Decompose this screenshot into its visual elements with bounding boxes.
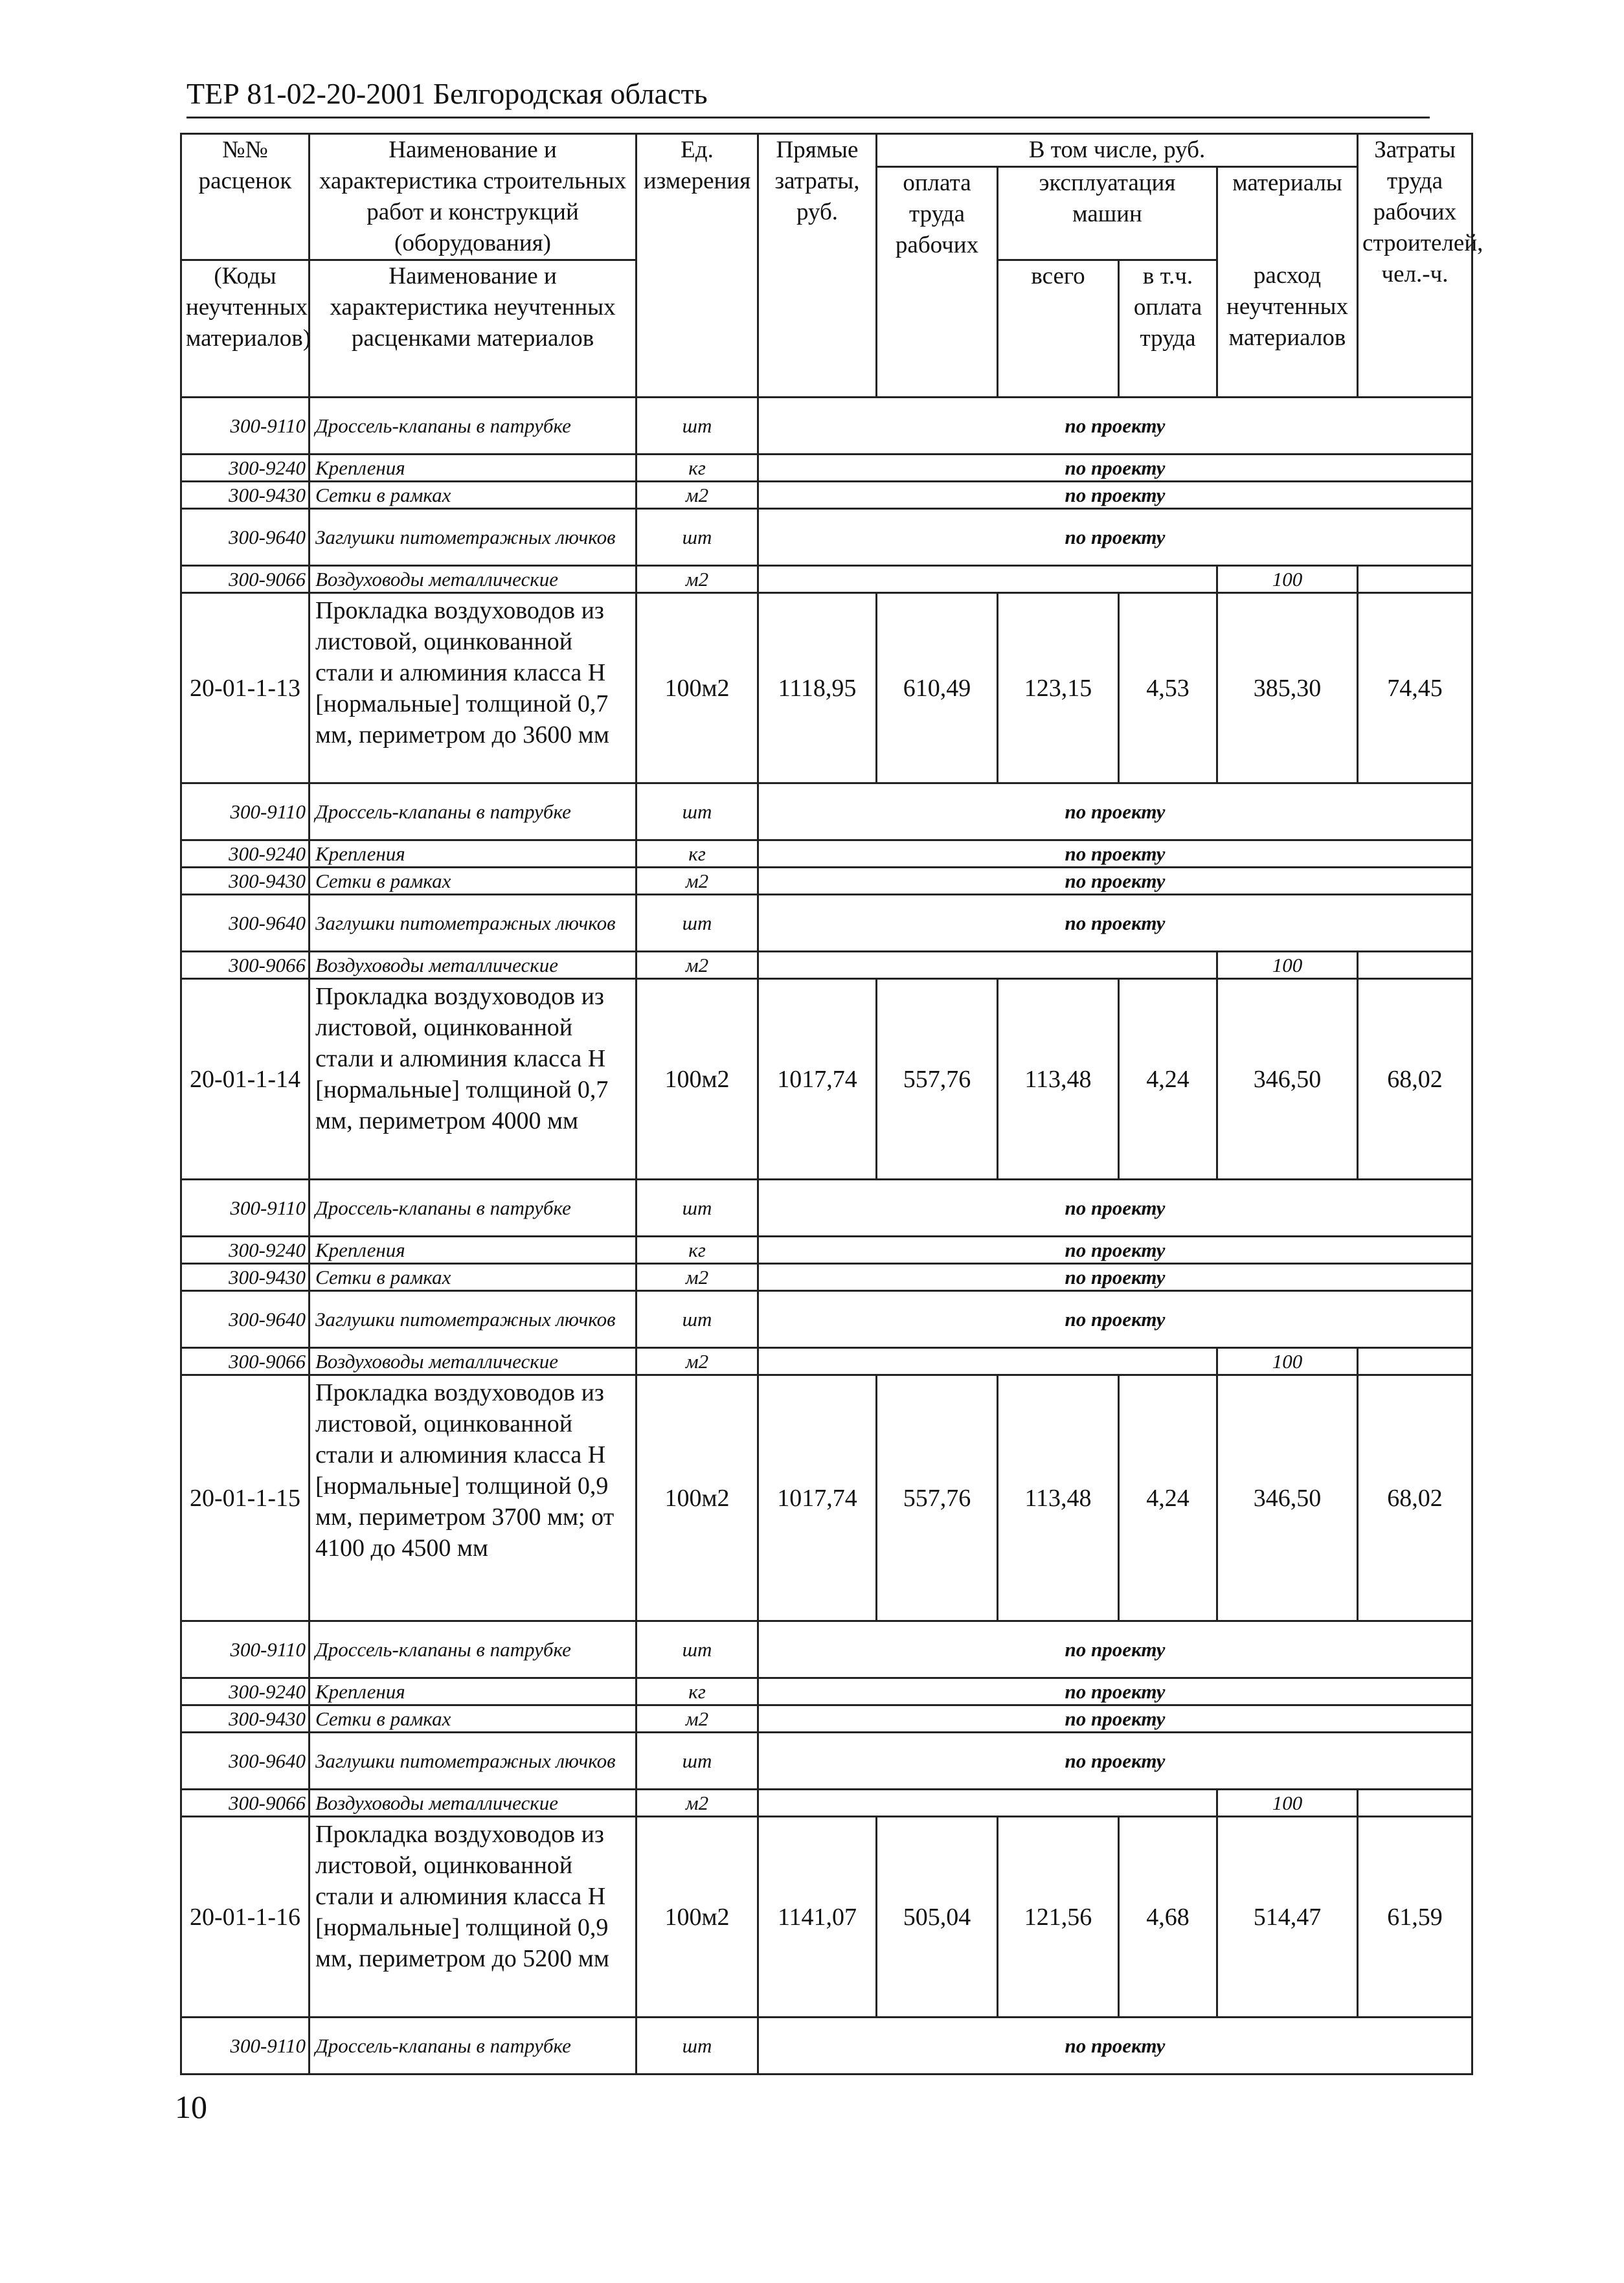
material-unit: кг	[637, 1237, 758, 1264]
main-direct: 1141,07	[758, 1817, 877, 2018]
material-name: Дроссель-клапаны в патрубке	[310, 1621, 637, 1678]
col-code-bottom: (Коды неучтенных материалов)	[181, 260, 310, 398]
main-code: 20-01-1-14	[181, 979, 310, 1180]
main-labor-pay: 505,04	[877, 1817, 998, 2018]
main-labor-cost: 68,02	[1358, 979, 1472, 1180]
material-unit: шт	[637, 1291, 758, 1348]
main-labor-pay: 610,49	[877, 593, 998, 783]
material-code: 300-9430	[181, 482, 310, 509]
material-row	[181, 509, 1472, 566]
material-name: Воздуховоды металлические	[310, 566, 637, 593]
material-code: 300-9110	[181, 1180, 310, 1237]
material-unit: м2	[637, 1705, 758, 1733]
material-blank	[758, 1348, 1217, 1375]
material-row	[181, 566, 1472, 593]
material-blank	[758, 1790, 1217, 1817]
main-direct: 1118,95	[758, 593, 877, 783]
material-unit: шт	[637, 1733, 758, 1790]
main-code: 20-01-1-16	[181, 1817, 310, 2018]
material-name: Заглушки питометражных лючков	[310, 895, 637, 952]
material-unit: кг	[637, 455, 758, 482]
rates-table	[180, 133, 1483, 2075]
main-labor-cost: 68,02	[1358, 1375, 1472, 1621]
material-blank	[758, 952, 1217, 979]
material-code: 300-9640	[181, 509, 310, 566]
col-labor-cost: Затраты труда рабочих строителей, чел.-ч.	[1358, 134, 1472, 398]
material-unit: м2	[637, 566, 758, 593]
material-row	[181, 1291, 1472, 1348]
material-unit: кг	[637, 1678, 758, 1705]
main-materials: 514,47	[1217, 1817, 1358, 2018]
material-code: 300-9240	[181, 840, 310, 868]
material-unit: м2	[637, 952, 758, 979]
material-blank	[1358, 1348, 1472, 1375]
table-body	[181, 398, 1472, 2075]
main-labor-pay: 557,76	[877, 1375, 998, 1621]
material-row	[181, 1348, 1472, 1375]
material-code: 300-9640	[181, 895, 310, 952]
material-name: Заглушки питометражных лючков	[310, 1291, 637, 1348]
material-row	[181, 1264, 1472, 1291]
main-code: 20-01-1-15	[181, 1375, 310, 1621]
main-machine-total: 121,56	[998, 1817, 1119, 2018]
material-blank	[1358, 566, 1472, 593]
material-code: 300-9110	[181, 1621, 310, 1678]
material-row	[181, 783, 1472, 840]
material-row	[181, 1705, 1472, 1733]
col-unit: Ед. измерения	[637, 134, 758, 398]
material-project: по проекту	[758, 455, 1472, 482]
main-row	[181, 979, 1472, 1180]
material-row	[181, 482, 1472, 509]
material-name: Дроссель-клапаны в патрубке	[310, 783, 637, 840]
material-unit: кг	[637, 840, 758, 868]
col-machine-total: всего	[998, 260, 1119, 398]
main-machine-total: 113,48	[998, 1375, 1119, 1621]
main-code: 20-01-1-13	[181, 593, 310, 783]
material-unit: м2	[637, 868, 758, 895]
material-project: по проекту	[758, 1705, 1472, 1733]
page-header	[186, 71, 1430, 118]
material-row	[181, 840, 1472, 868]
main-unit: 100м2	[637, 593, 758, 783]
material-name: Дроссель-клапаны в патрубке	[310, 398, 637, 455]
material-blank	[758, 566, 1217, 593]
main-labor-cost: 61,59	[1358, 1817, 1472, 2018]
header-title: ТЕР 81-02-20-2001 Белгородская область	[186, 77, 708, 110]
main-unit: 100м2	[637, 1375, 758, 1621]
material-name: Дроссель-клапаны в патрубке	[310, 1180, 637, 1237]
material-project: по проекту	[758, 509, 1472, 566]
material-project: по проекту	[758, 783, 1472, 840]
material-row	[181, 2018, 1472, 2075]
material-row	[181, 1678, 1472, 1705]
main-machine-total: 113,48	[998, 979, 1119, 1180]
material-project: по проекту	[758, 1291, 1472, 1348]
material-name: Дроссель-клапаны в патрубке	[310, 2018, 637, 2075]
material-project: по проекту	[758, 1733, 1472, 1790]
material-row	[181, 455, 1472, 482]
material-project: по проекту	[758, 1237, 1472, 1264]
col-incl: В том числе, руб.	[877, 134, 1358, 167]
material-project: по проекту	[758, 1264, 1472, 1291]
material-name: Воздуховоды металлические	[310, 952, 637, 979]
material-unit: шт	[637, 398, 758, 455]
main-name: Прокладка воздуховодов из листовой, оцинкованной стали и алюминия класса Н [нормальные] толщиной 0,9 мм, периметром до 5200 мм	[310, 1817, 637, 2018]
material-blank	[1358, 1790, 1472, 1817]
material-name: Крепления	[310, 1237, 637, 1264]
material-project: по проекту	[758, 2018, 1472, 2075]
col-name-bottom: Наименование и характеристика неучтенных расценками материалов	[310, 260, 637, 398]
material-code: 300-9640	[181, 1291, 310, 1348]
material-project: по проекту	[758, 482, 1472, 509]
col-materials-unaccounted: расход неучтенных материалов	[1217, 260, 1358, 398]
material-project: по проекту	[758, 1678, 1472, 1705]
material-code: 300-9430	[181, 868, 310, 895]
col-code-top: №№ расценок	[181, 134, 310, 260]
material-consumption: 100	[1217, 566, 1358, 593]
material-unit: шт	[637, 509, 758, 566]
material-code: 300-9240	[181, 1237, 310, 1264]
material-consumption: 100	[1217, 1790, 1358, 1817]
col-machine-labor: в т.ч. оплата труда	[1119, 260, 1217, 398]
material-row	[181, 1180, 1472, 1237]
material-project: по проекту	[758, 895, 1472, 952]
material-name: Крепления	[310, 455, 637, 482]
main-machine-labor: 4,53	[1119, 593, 1217, 783]
material-project: по проекту	[758, 398, 1472, 455]
material-unit: шт	[637, 783, 758, 840]
material-name: Сетки в рамках	[310, 1705, 637, 1733]
main-name: Прокладка воздуховодов из листовой, оцинкованной стали и алюминия класса Н [нормальные] толщиной 0,7 мм, периметром до 3600 мм	[310, 593, 637, 783]
col-name-top: Наименование и характеристика строительных работ и конструкций (оборудования)	[310, 134, 637, 260]
main-materials: 346,50	[1217, 979, 1358, 1180]
col-materials: материалы	[1217, 167, 1358, 260]
material-unit: шт	[637, 1180, 758, 1237]
main-machine-labor: 4,24	[1119, 1375, 1217, 1621]
material-code: 300-9066	[181, 1790, 310, 1817]
material-name: Заглушки питометражных лючков	[310, 1733, 637, 1790]
col-labor-pay: оплата труда рабочих	[877, 167, 998, 398]
main-materials: 346,50	[1217, 1375, 1358, 1621]
material-row	[181, 952, 1472, 979]
material-unit: м2	[637, 1348, 758, 1375]
material-name: Сетки в рамках	[310, 868, 637, 895]
material-row	[181, 398, 1472, 455]
material-name: Воздуховоды металлические	[310, 1790, 637, 1817]
material-unit: шт	[637, 2018, 758, 2075]
material-project: по проекту	[758, 1621, 1472, 1678]
main-row	[181, 1817, 1472, 2018]
table-header	[181, 134, 1483, 398]
material-unit: м2	[637, 1790, 758, 1817]
material-name: Крепления	[310, 1678, 637, 1705]
material-project: по проекту	[758, 840, 1472, 868]
main-labor-cost: 74,45	[1358, 593, 1472, 783]
material-project: по проекту	[758, 1180, 1472, 1237]
main-name: Прокладка воздуховодов из листовой, оцинкованной стали и алюминия класса Н [нормальные] толщиной 0,9 мм, периметром 3700 мм; от 4100 до 4500 мм	[310, 1375, 637, 1621]
material-row	[181, 868, 1472, 895]
main-machine-labor: 4,68	[1119, 1817, 1217, 2018]
material-name: Заглушки питометражных лючков	[310, 509, 637, 566]
material-code: 300-9240	[181, 1678, 310, 1705]
material-name: Воздуховоды металлические	[310, 1348, 637, 1375]
material-code: 300-9066	[181, 566, 310, 593]
main-unit: 100м2	[637, 979, 758, 1180]
material-code: 300-9640	[181, 1733, 310, 1790]
main-row	[181, 1375, 1472, 1621]
material-code: 300-9066	[181, 952, 310, 979]
material-unit: м2	[637, 482, 758, 509]
main-labor-pay: 557,76	[877, 979, 998, 1180]
material-unit: шт	[637, 1621, 758, 1678]
material-row	[181, 1790, 1472, 1817]
main-direct: 1017,74	[758, 979, 877, 1180]
main-machine-labor: 4,24	[1119, 979, 1217, 1180]
material-row	[181, 895, 1472, 952]
material-consumption: 100	[1217, 1348, 1358, 1375]
main-name: Прокладка воздуховодов из листовой, оцинкованной стали и алюминия класса Н [нормальные] толщиной 0,7 мм, периметром 4000 мм	[310, 979, 637, 1180]
material-code: 300-9430	[181, 1264, 310, 1291]
material-row	[181, 1621, 1472, 1678]
main-materials: 385,30	[1217, 593, 1358, 783]
material-unit: шт	[637, 895, 758, 952]
main-unit: 100м2	[637, 1817, 758, 2018]
main-machine-total: 123,15	[998, 593, 1119, 783]
material-blank	[1358, 952, 1472, 979]
material-consumption: 100	[1217, 952, 1358, 979]
material-row	[181, 1733, 1472, 1790]
main-row	[181, 593, 1472, 783]
material-code: 300-9110	[181, 2018, 310, 2075]
col-direct: Прямые затраты, руб.	[758, 134, 877, 398]
material-code: 300-9430	[181, 1705, 310, 1733]
material-code: 300-9240	[181, 455, 310, 482]
material-name: Сетки в рамках	[310, 482, 637, 509]
material-unit: м2	[637, 1264, 758, 1291]
material-code: 300-9110	[181, 783, 310, 840]
material-name: Сетки в рамках	[310, 1264, 637, 1291]
material-code: 300-9066	[181, 1348, 310, 1375]
material-code: 300-9110	[181, 398, 310, 455]
main-direct: 1017,74	[758, 1375, 877, 1621]
page-number: 10	[175, 2089, 207, 2125]
material-row	[181, 1237, 1472, 1264]
material-project: по проекту	[758, 868, 1472, 895]
col-machine: эксплуатация машин	[998, 167, 1217, 260]
material-name: Крепления	[310, 840, 637, 868]
